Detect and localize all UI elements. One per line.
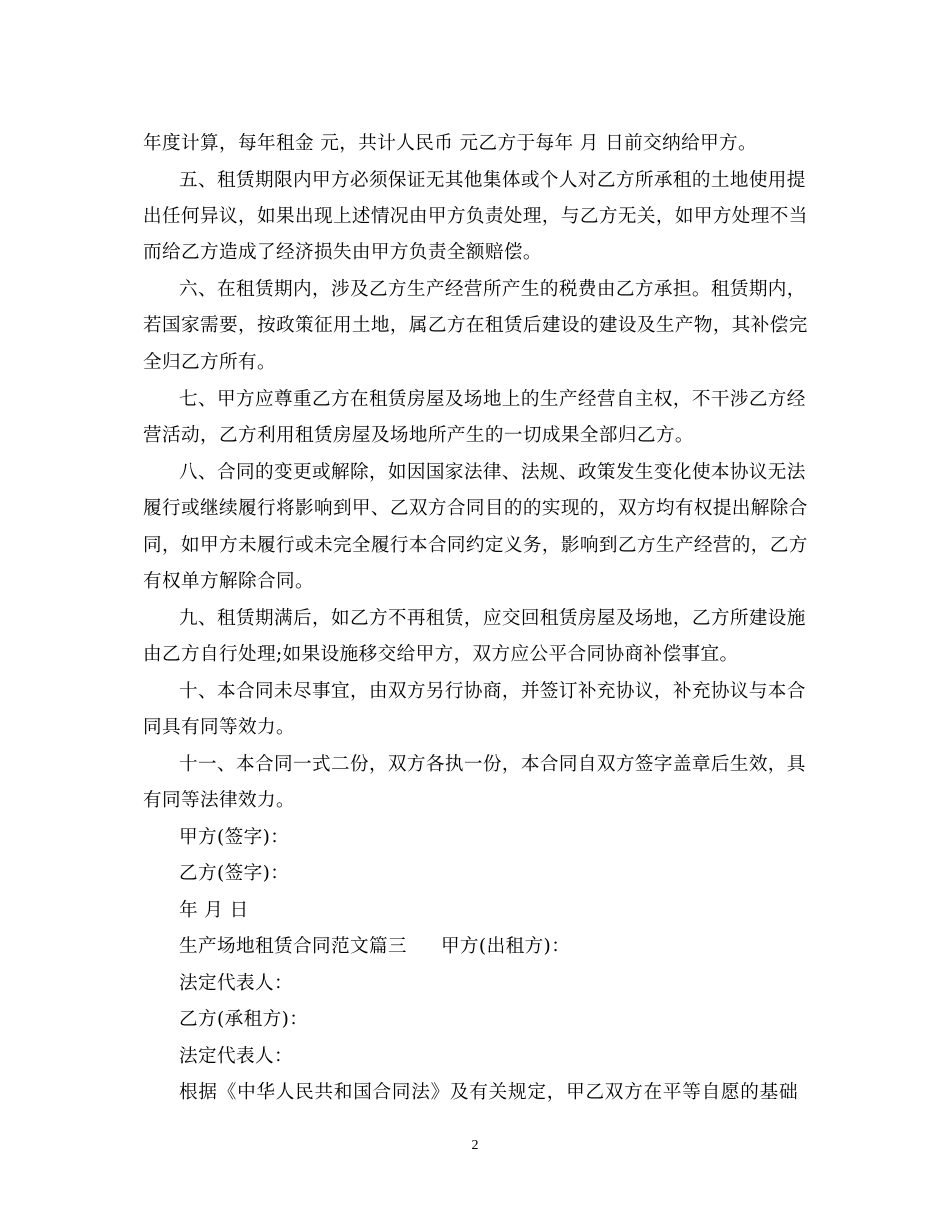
paragraph-line: 根据《中华人民共和国合同法》及有关规定，甲乙双方在平等自愿的基础 (179, 1082, 798, 1103)
paragraph-line: 同具有同等效力。 (143, 717, 295, 738)
paragraph-line: 有权单方解除合同。 (143, 571, 314, 592)
paragraph-line: 十一、本合同一式二份，双方各执一份，本合同自双方签字盖章后生效，具 (179, 754, 806, 775)
paragraph-line: 出任何异议，如果出现上述情况由甲方负责处理，与乙方无关，如甲方处理不当 (143, 206, 808, 227)
party-b-signature-line: 乙方(签字)： (179, 863, 290, 884)
paragraph-line: 七、甲方应尊重乙方在租赁房屋及场地上的生产经营自主权，不干涉乙方经 (179, 389, 806, 410)
lessee-label-line: 乙方(承租方)： (179, 1009, 309, 1030)
paragraph-line: 由乙方自行处理;如果设施移交给甲方，双方应公平合同协商补偿事宜。 (143, 644, 739, 665)
lessor-representative-line: 法定代表人： (179, 973, 293, 994)
paragraph-line: 九、租赁期满后，如乙方不再租赁，应交回租赁房屋及场地，乙方所建设施 (179, 608, 806, 629)
paragraph-line: 十、本合同未尽事宜，由双方另行协商，并签订补充协议，补充协议与本合 (179, 681, 806, 702)
paragraph-line: 五、租赁期限内甲方必须保证无其他集体或个人对乙方所承租的土地使用提 (179, 170, 806, 191)
paragraph-line: 六、在租赁期内，涉及乙方生产经营所产生的税费由乙方承担。租赁期内， (179, 279, 806, 300)
lessor-label: 甲方(出租方)： (440, 936, 571, 957)
section-heading-line (179, 934, 834, 960)
paragraph-line: 履行或继续履行将影响到甲、乙双方合同目的的实现的，双方均有权提出解除合 (143, 498, 808, 519)
date-line: 年 月 日 (179, 900, 249, 921)
paragraph-line: 同，如甲方未履行或未完全履行本合同约定义务，影响到乙方生产经营的，乙方 (143, 535, 808, 556)
page-number: 2 (471, 1138, 479, 1153)
paragraph-line: 营活动，乙方利用租赁房屋及场地所产生的一切成果全部归乙方。 (143, 425, 694, 446)
section-heading: 生产场地租赁合同范文篇三 (179, 936, 407, 957)
party-a-signature-line: 甲方(签字)： (179, 827, 290, 848)
paragraph-line: 八、合同的变更或解除，如因国家法律、法规、政策发生变化使本协议无法 (179, 462, 806, 483)
paragraph-line: 若国家需要，按政策征用土地，属乙方在租赁后建设的建设及生产物，其补偿完 (143, 315, 808, 336)
paragraph-line: 有同等法律效力。 (143, 790, 295, 811)
paragraph-line: 年度计算，每年租金 元，共计人民币 元乙方于每年 月 日前交纳给甲方。 (143, 133, 758, 154)
paragraph-line: 全归乙方所有。 (143, 352, 276, 373)
paragraph-line: 而给乙方造成了经济损失由甲方负责全额赔偿。 (143, 242, 542, 263)
lessee-representative-line: 法定代表人： (179, 1046, 293, 1067)
